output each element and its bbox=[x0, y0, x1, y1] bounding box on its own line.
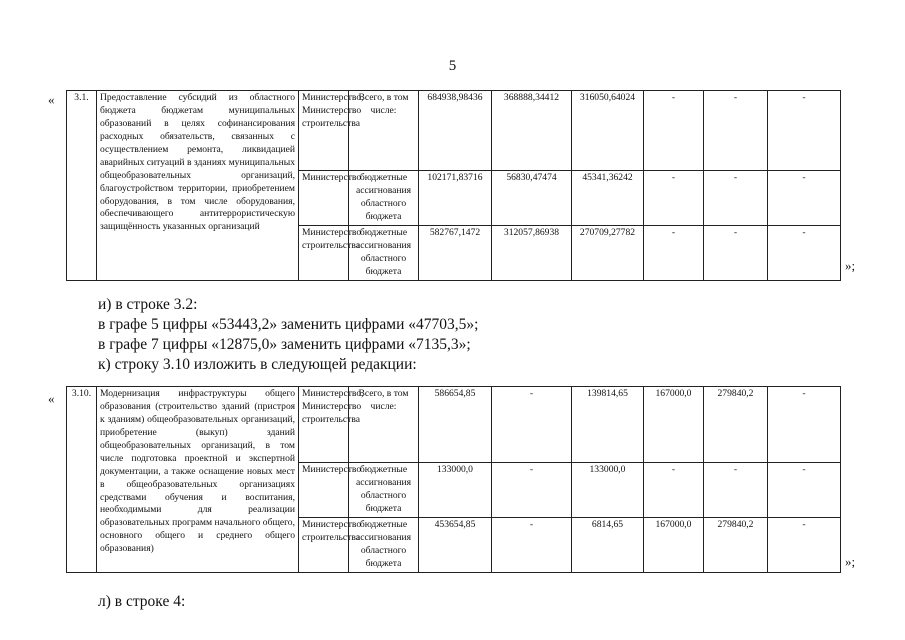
paragraph-l: л) в строке 4: bbox=[98, 593, 186, 610]
year-value: 45341,36242 bbox=[572, 171, 644, 226]
quote-close-1: »; bbox=[845, 258, 856, 273]
paragraph-k: к) строку 3.10 изложить в следующей редакции: bbox=[98, 356, 417, 373]
year-value: - bbox=[492, 463, 572, 518]
funding-source: бюджетные ассигнования областного бюджета bbox=[349, 225, 419, 280]
row-description: Модернизация инфраструктуры общего образования (строительство зданий (пристроя к зданиям) общеобразовательных организаций, приобретение (выкуп) зданий общеобразовательных организаций, в том числе подготовка проектной и экспертной документации, а также оснащение новых мест в общеобразовательных организациях средствами обучения и воспитания, необходимыми для реализации образовательных программ начального общего, основного общего и среднего общего образования) bbox=[97, 387, 299, 573]
executor: Министерство bbox=[299, 171, 349, 226]
executor: Министерство строительства bbox=[299, 517, 349, 572]
row-number: 3.1. bbox=[67, 91, 97, 281]
year-value: 316050,64024 bbox=[572, 91, 644, 171]
year-value: - bbox=[768, 171, 841, 226]
year-value: - bbox=[768, 517, 841, 572]
year-value: 56830,47474 bbox=[492, 171, 572, 226]
year-value: - bbox=[644, 225, 704, 280]
funding-source: Всего, в том числе: bbox=[349, 387, 419, 463]
row-description: Предоставление субсидий из областного бюджета бюджетам муниципальных образований в целях софинансирования расходных обязательств, связанных с осуществлением ремонта, ликвидацией аварийных ситуаций в зданиях муниципальных общеобразовательных организаций, благоустройством территории, приобретением оборудования, в том числе оборудования, обеспечивающего антитеррористическую защищённость указанных организаций bbox=[97, 91, 299, 281]
page-number: 5 bbox=[448, 58, 457, 74]
year-value: - bbox=[768, 91, 841, 171]
funding-source: бюджетные ассигнования областного бюджета bbox=[349, 517, 419, 572]
year-value: - bbox=[704, 225, 768, 280]
funding-source: Всего, в том числе: bbox=[349, 91, 419, 171]
total-value: 133000,0 bbox=[419, 463, 492, 518]
year-value: - bbox=[644, 91, 704, 171]
executor: Министерство, Министерство строительства bbox=[299, 387, 349, 463]
year-value: 279840,2 bbox=[704, 387, 768, 463]
year-value: 139814,65 bbox=[572, 387, 644, 463]
executor: Министерство строительства bbox=[299, 225, 349, 280]
table-row-3-10 bbox=[66, 386, 841, 573]
year-value: 133000,0 bbox=[572, 463, 644, 518]
year-value: 279840,2 bbox=[704, 517, 768, 572]
total-value: 453654,85 bbox=[419, 517, 492, 572]
funding-source: бюджетные ассигнования областного бюджета bbox=[349, 171, 419, 226]
paragraph-i: и) в строке 3.2: bbox=[98, 296, 198, 313]
year-value: - bbox=[492, 517, 572, 572]
total-value: 582767,1472 bbox=[419, 225, 492, 280]
total-value: 684938,98436 bbox=[419, 91, 492, 171]
year-value: 167000,0 bbox=[644, 387, 704, 463]
year-value: 167000,0 bbox=[644, 517, 704, 572]
year-value: - bbox=[644, 463, 704, 518]
total-value: 586654,85 bbox=[419, 387, 492, 463]
year-value: 368888,34412 bbox=[492, 91, 572, 171]
year-value: - bbox=[644, 171, 704, 226]
year-value: - bbox=[492, 387, 572, 463]
year-value: 312057,86938 bbox=[492, 225, 572, 280]
quote-close-2: »; bbox=[845, 554, 856, 569]
year-value: - bbox=[704, 171, 768, 226]
year-value: - bbox=[768, 387, 841, 463]
year-value: 6814,65 bbox=[572, 517, 644, 572]
year-value: - bbox=[704, 463, 768, 518]
funding-source: бюджетные ассигнования областного бюджета bbox=[349, 463, 419, 518]
year-value: 270709,27782 bbox=[572, 225, 644, 280]
total-value: 102171,83716 bbox=[419, 171, 492, 226]
paragraph-col7: в графе 7 цифры «12875,0» заменить цифрами «7135,3»; bbox=[98, 336, 471, 353]
year-value: - bbox=[768, 463, 841, 518]
quote-open-1: « bbox=[48, 92, 55, 107]
table-row-3-1 bbox=[66, 90, 841, 281]
quote-open-2: « bbox=[48, 391, 55, 406]
year-value: - bbox=[768, 225, 841, 280]
executor: Министерство, Министерство строительства bbox=[299, 91, 349, 171]
year-value: - bbox=[704, 91, 768, 171]
row-number: 3.10. bbox=[67, 387, 97, 573]
executor: Министерство bbox=[299, 463, 349, 518]
paragraph-col5: в графе 5 цифры «53443,2» заменить цифрами «47703,5»; bbox=[98, 316, 479, 333]
